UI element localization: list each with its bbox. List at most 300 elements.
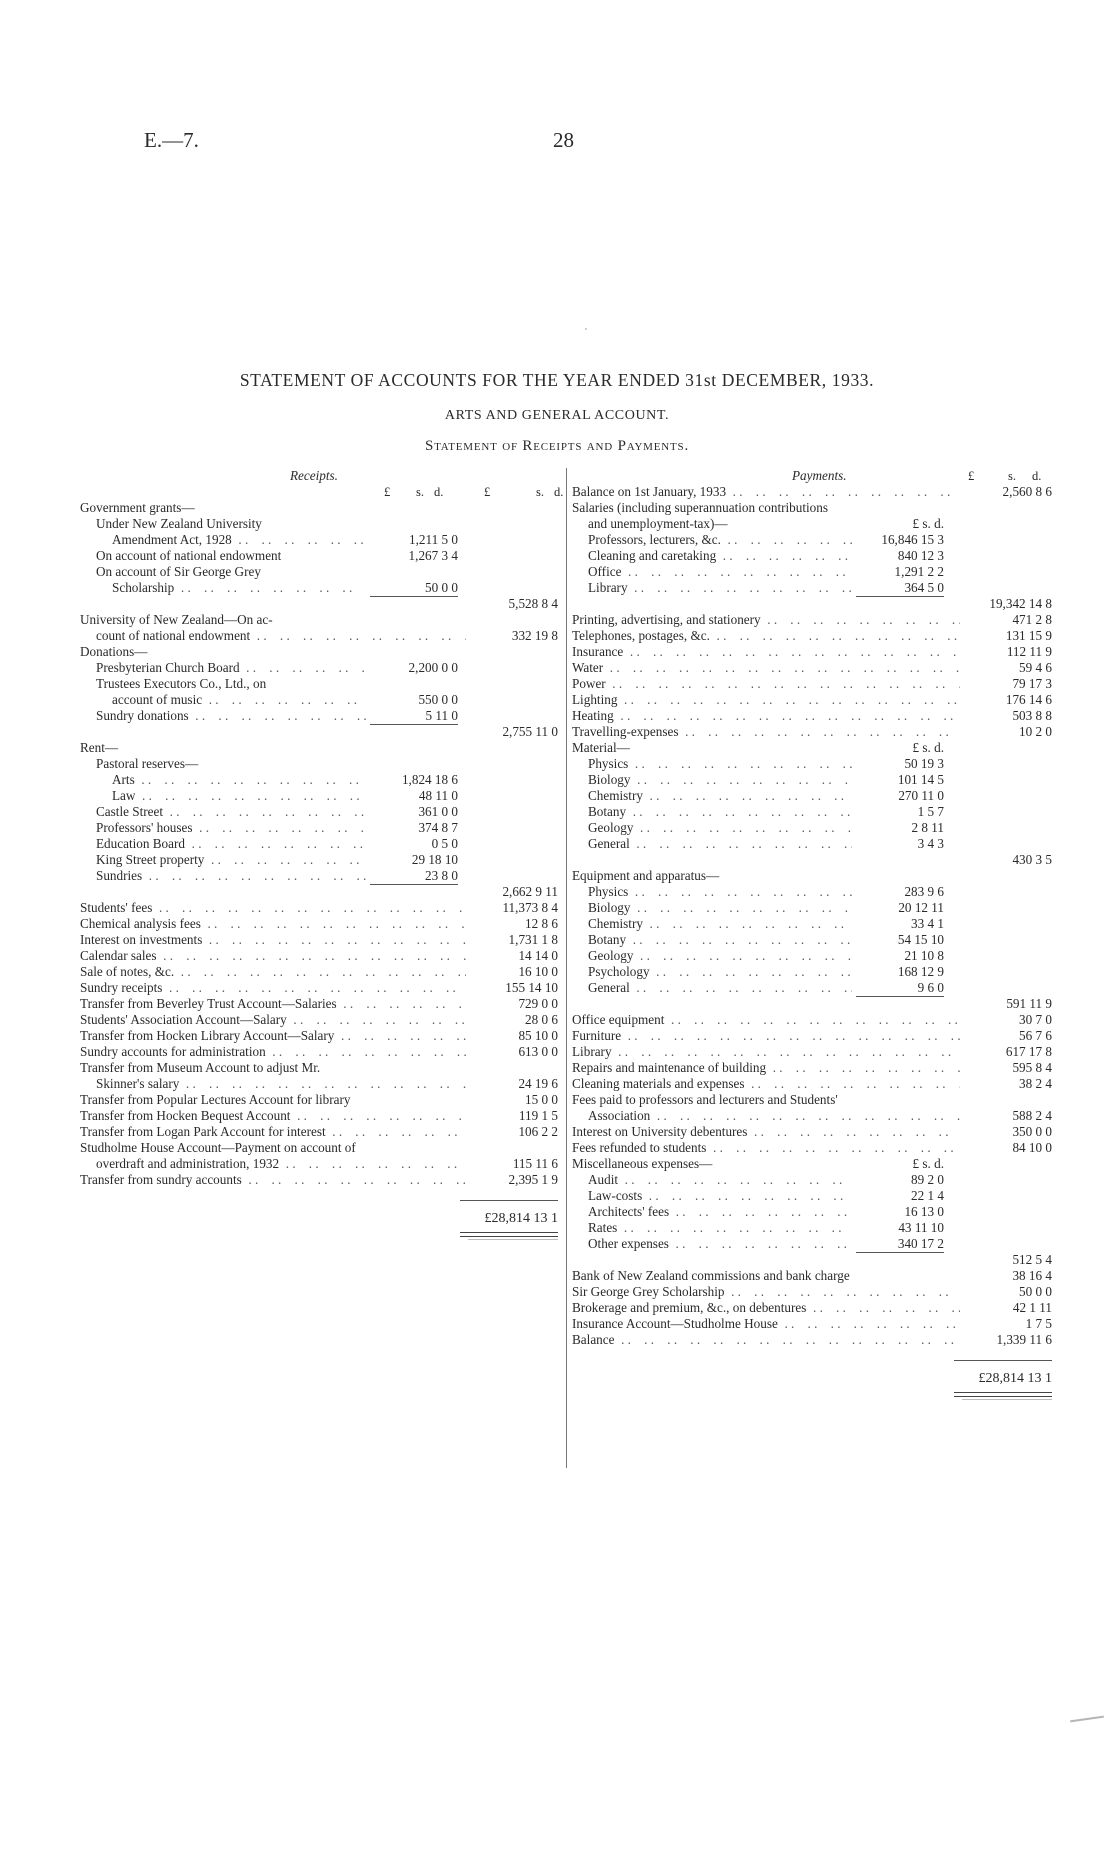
line-label: Salaries (including superannuation contributions xyxy=(572,500,829,515)
amount-total: 28 0 6 xyxy=(525,1012,558,1027)
payments-row xyxy=(572,484,1052,500)
amount-inner: 1,267 3 4 xyxy=(408,548,458,563)
payments-row xyxy=(572,660,1052,676)
receipts-total-shadow-rule xyxy=(80,1238,560,1244)
payments-row xyxy=(572,1044,1052,1060)
line-label: Rates . . xyxy=(588,1220,852,1236)
payments-row xyxy=(572,852,1052,868)
receipts-column-headers xyxy=(80,484,564,500)
line-label: Psychology . . xyxy=(588,964,852,980)
receipts-row xyxy=(80,852,560,868)
line-label: Material— xyxy=(572,740,630,755)
amount-inner: 54 15 10 xyxy=(897,932,944,947)
receipts-row xyxy=(80,1012,560,1028)
amount-total: 56 7 6 xyxy=(1019,1028,1052,1043)
amount-inner: 89 2 0 xyxy=(911,1172,944,1187)
amount-inner: 20 12 11 xyxy=(898,900,944,915)
line-label: Library . . xyxy=(572,1044,960,1060)
line-label: Government grants— xyxy=(80,500,195,515)
payments-row xyxy=(572,548,1052,564)
line-label: Physics . . xyxy=(588,756,852,772)
receipts-row xyxy=(80,980,560,996)
line-label: Transfer from Logan Park Account for interest . . xyxy=(80,1124,466,1140)
amount-inner: 22 1 4 xyxy=(911,1188,944,1203)
line-label: Chemical analysis fees . . xyxy=(80,916,466,932)
amount-total: 115 11 6 xyxy=(512,1156,558,1171)
line-label: Cleaning materials and expenses . . xyxy=(572,1076,960,1092)
payments-row xyxy=(572,1172,1052,1188)
payments-row xyxy=(572,740,1052,756)
amount-total: 729 0 0 xyxy=(518,996,558,1011)
amount-inner: 1,291 2 2 xyxy=(894,564,944,579)
double-rule xyxy=(954,1392,1052,1397)
receipts-row xyxy=(80,516,560,532)
receipts-row xyxy=(80,596,560,612)
payments-row xyxy=(572,1284,1052,1300)
payments-row xyxy=(572,1268,1052,1284)
amount-total: 617 17 8 xyxy=(1005,1044,1052,1059)
receipts-row xyxy=(80,1076,560,1092)
amount-inner: 1,824 18 6 xyxy=(401,772,458,787)
amount-inner: 340 17 2 xyxy=(897,1236,944,1251)
line-label: Sundry donations . . xyxy=(96,708,366,724)
line-label: Professors, lecturers, &c. . . xyxy=(588,532,852,548)
amount-inner: 16,846 15 3 xyxy=(881,532,944,547)
payments-total-double-rule xyxy=(572,1390,1052,1398)
line-label: General . . xyxy=(588,980,852,996)
payments-row xyxy=(572,964,1052,980)
amount-inner: 270 11 0 xyxy=(898,788,944,803)
line-label: count of national endowment . . xyxy=(96,628,466,644)
line-label: Donations— xyxy=(80,644,148,659)
shadow-rule xyxy=(962,1399,1052,1400)
receipts-row xyxy=(80,900,560,916)
statement-subtitle: Statement of Receipts and Payments. xyxy=(424,438,690,454)
line-label: Chemistry . . xyxy=(588,788,852,804)
column-header: £ xyxy=(484,485,491,499)
receipts-row xyxy=(80,772,560,788)
amount-inner: 50 19 3 xyxy=(904,756,944,771)
payments-row xyxy=(572,708,1052,724)
subtotal-rule xyxy=(370,596,458,597)
receipts-row xyxy=(80,788,560,804)
subtotal-rule xyxy=(856,996,944,997)
receipts-row xyxy=(80,916,560,932)
payments-row xyxy=(572,644,1052,660)
payments-row xyxy=(572,564,1052,580)
amount-inner: 0 5 0 xyxy=(431,836,458,851)
line-label: Interest on University debentures . . xyxy=(572,1124,960,1140)
subtotal-rule xyxy=(856,1252,944,1253)
line-label: Architects' fees . . xyxy=(588,1204,852,1220)
line-label: Law . . xyxy=(112,788,366,804)
receipts-row xyxy=(80,1172,560,1188)
line-label: Telephones, postages, &c. . . xyxy=(572,628,960,644)
line-label: Sundries . . xyxy=(96,868,366,884)
amount-inner: 21 10 8 xyxy=(904,948,944,963)
subtotal-rule xyxy=(856,596,944,597)
amount-total: 42 1 11 xyxy=(1012,1300,1052,1315)
amount-total: 1,339 11 6 xyxy=(996,1332,1052,1347)
receipts-heading-label: Receipts. xyxy=(290,468,338,483)
receipts-total-double-rule xyxy=(80,1230,560,1238)
grand-total: £28,814 13 1 xyxy=(484,1211,558,1226)
payments-row xyxy=(572,980,1052,996)
receipts-row xyxy=(80,724,560,740)
payments-row xyxy=(572,1156,1052,1172)
receipts-row xyxy=(80,1140,560,1156)
amount-inner: 43 11 10 xyxy=(898,1220,944,1235)
line-label: Bank of New Zealand commissions and bank charge xyxy=(572,1268,850,1283)
line-label: Transfer from Hocken Bequest Account . . xyxy=(80,1108,466,1124)
line-label: Under New Zealand University xyxy=(96,516,262,531)
amount-inner: 5 11 0 xyxy=(425,708,458,723)
grand-total: £28,814 13 1 xyxy=(978,1371,1052,1386)
payments-row xyxy=(572,1012,1052,1028)
payments-total-top-rule xyxy=(572,1348,1052,1368)
receipts-row xyxy=(80,836,560,852)
amount-inner: 2,200 0 0 xyxy=(408,660,458,675)
payments-heading-label: Payments. xyxy=(792,468,847,483)
receipts-row xyxy=(80,580,560,596)
line-label: On account of national endowment xyxy=(96,548,282,563)
payments-row xyxy=(572,516,1052,532)
line-label: Law-costs . . xyxy=(588,1188,852,1204)
amount-total: 38 2 4 xyxy=(1019,1076,1052,1091)
line-label: Students' fees . . xyxy=(80,900,466,916)
column-header: d. xyxy=(1032,469,1042,483)
amount-total: 588 2 4 xyxy=(1012,1108,1052,1123)
amount-inner: 840 12 3 xyxy=(897,548,944,563)
double-rule xyxy=(460,1232,558,1237)
line-label: Rent— xyxy=(80,740,119,755)
amount-total: 595 8 4 xyxy=(1012,1060,1052,1075)
amount-total: 5,528 8 4 xyxy=(508,596,558,611)
line-label: Repairs and maintenance of building . . xyxy=(572,1060,960,1076)
amount-total: 503 8 8 xyxy=(1012,708,1052,723)
line-label: Lighting . . xyxy=(572,692,960,708)
receipts-row xyxy=(80,964,560,980)
payments-row xyxy=(572,1076,1052,1092)
amount-total: 613 0 0 xyxy=(518,1044,558,1059)
line-label: Presbyterian Church Board . . xyxy=(96,660,366,676)
amount-total: 11,373 8 4 xyxy=(502,900,558,915)
receipts-row xyxy=(80,868,560,884)
amount-total: 15 0 0 xyxy=(525,1092,558,1107)
payments-row xyxy=(572,500,1052,516)
line-label: and unemployment-tax)— xyxy=(588,516,728,531)
receipts-row xyxy=(80,932,560,948)
receipts-row xyxy=(80,500,560,516)
line-label: Office equipment . . xyxy=(572,1012,960,1028)
line-label: Association . . xyxy=(588,1108,960,1124)
amount-total: 59 4 6 xyxy=(1019,660,1052,675)
payments-row xyxy=(572,788,1052,804)
line-label: Geology . . xyxy=(588,948,852,964)
line-label: Botany . . xyxy=(588,804,852,820)
payments-row xyxy=(572,1332,1052,1348)
receipts-row xyxy=(80,660,560,676)
amount-total: 2,395 1 9 xyxy=(508,1172,558,1187)
line-label: Transfer from sundry accounts . . xyxy=(80,1172,466,1188)
amount-inner: 2 8 11 xyxy=(911,820,944,835)
amount-total: 430 3 5 xyxy=(1012,852,1052,867)
receipts-row xyxy=(80,1028,560,1044)
payments-row xyxy=(572,884,1052,900)
payments-row xyxy=(572,1108,1052,1124)
line-label: University of New Zealand—On ac- xyxy=(80,612,273,627)
payments-row xyxy=(572,1220,1052,1236)
subtotal-rule xyxy=(370,724,458,725)
receipts-row xyxy=(80,756,560,772)
receipts-total xyxy=(80,1208,560,1230)
line-label: Travelling-expenses . . xyxy=(572,724,960,740)
amount-total: 512 5 4 xyxy=(1012,1252,1052,1267)
amount-inner: 374 8 7 xyxy=(418,820,458,835)
line-label: Equipment and apparatus— xyxy=(572,868,720,883)
payments-total xyxy=(572,1368,1052,1390)
amount-total: 119 1 5 xyxy=(518,1108,558,1123)
amount-total: 1,731 1 8 xyxy=(508,932,558,947)
line-label: Biology . . xyxy=(588,900,852,916)
line-label: Cleaning and caretaking . . xyxy=(588,548,852,564)
payments-row xyxy=(572,1124,1052,1140)
payments-row xyxy=(572,932,1052,948)
receipts-row xyxy=(80,740,560,756)
amount-inner: 29 18 10 xyxy=(411,852,458,867)
line-label: On account of Sir George Grey xyxy=(96,564,261,579)
amount-total: 84 10 0 xyxy=(1012,1140,1052,1155)
account-subtitle: ARTS AND GENERAL ACCOUNT. xyxy=(444,408,670,423)
payments-row xyxy=(572,756,1052,772)
payments-row xyxy=(572,1252,1052,1268)
amount-total: 30 7 0 xyxy=(1019,1012,1052,1027)
line-label: Miscellaneous expenses— xyxy=(572,1156,713,1171)
amount-inner: £ s. d. xyxy=(912,516,944,531)
line-label: Transfer from Popular Lectures Account for library xyxy=(80,1092,351,1107)
payments-row xyxy=(572,820,1052,836)
line-label: Pastoral reserves— xyxy=(96,756,199,771)
amount-inner: 550 0 0 xyxy=(418,692,458,707)
receipts-row xyxy=(80,1124,560,1140)
amount-total: 1 7 5 xyxy=(1025,1316,1052,1331)
line-label: Transfer from Hocken Library Account—Salary . . xyxy=(80,1028,466,1044)
payments-row xyxy=(572,676,1052,692)
receipts-row xyxy=(80,820,560,836)
amount-inner: 283 9 6 xyxy=(904,884,944,899)
payments-section xyxy=(572,468,1052,1404)
line-label: Fees refunded to students . . xyxy=(572,1140,960,1156)
line-label: Furniture . . xyxy=(572,1028,960,1044)
column-header: £ xyxy=(384,485,391,499)
amount-total: 350 0 0 xyxy=(1012,1124,1052,1139)
line-label: General . . xyxy=(588,836,852,852)
amount-inner: 361 0 0 xyxy=(418,804,458,819)
line-label: Education Board . . xyxy=(96,836,366,852)
line-label: Fees paid to professors and lecturers and Students' xyxy=(572,1092,838,1107)
amount-total: 106 2 2 xyxy=(518,1124,558,1139)
line-label: Physics . . xyxy=(588,884,852,900)
line-label: Sundry accounts for administration . . xyxy=(80,1044,466,1060)
receipts-row xyxy=(80,804,560,820)
payments-row xyxy=(572,948,1052,964)
line-label: overdraft and administration, 1932 . . xyxy=(96,1156,466,1172)
subtotal-rule xyxy=(370,884,458,885)
amount-total: 10 2 0 xyxy=(1019,724,1052,739)
amount-total: 131 15 9 xyxy=(1005,628,1052,643)
line-label: Castle Street . . xyxy=(96,804,366,820)
payments-row xyxy=(572,628,1052,644)
receipts-row xyxy=(80,692,560,708)
payments-row xyxy=(572,1188,1052,1204)
amount-total: 16 10 0 xyxy=(518,964,558,979)
page-reference: E.—7. xyxy=(144,128,199,152)
line-label: Audit . . xyxy=(588,1172,852,1188)
receipts-row xyxy=(80,532,560,548)
column-header: d. xyxy=(434,485,444,499)
line-label: Power . . xyxy=(572,676,960,692)
line-label: Insurance Account—Studholme House . . xyxy=(572,1316,960,1332)
line-label: Library . . xyxy=(588,580,852,596)
line-label: Printing, advertising, and stationery . . xyxy=(572,612,960,628)
amount-total: 79 17 3 xyxy=(1012,676,1052,691)
payments-row xyxy=(572,772,1052,788)
margin-mark xyxy=(1070,1716,1104,1723)
payments-row xyxy=(572,868,1052,884)
receipts-row xyxy=(80,708,560,724)
payments-row xyxy=(572,692,1052,708)
line-label: Insurance . . xyxy=(572,644,960,660)
column-divider xyxy=(566,468,567,1468)
line-label: Skinner's salary . . xyxy=(96,1076,466,1092)
receipts-row xyxy=(80,564,560,580)
column-header: s. xyxy=(1008,469,1016,483)
amount-total: 332 19 8 xyxy=(511,628,558,643)
amount-inner: 9 6 0 xyxy=(917,980,944,995)
column-header: £ xyxy=(968,469,975,483)
line-label: Interest on investments . . xyxy=(80,932,466,948)
payments-row xyxy=(572,916,1052,932)
receipts-row xyxy=(80,1156,560,1172)
line-label: Heating . . xyxy=(572,708,960,724)
amount-inner: £ s. d. xyxy=(912,1156,944,1171)
receipts-row xyxy=(80,612,560,628)
receipts-row xyxy=(80,1060,560,1076)
line-label: Amendment Act, 1928 . . xyxy=(112,532,366,548)
amount-total: 2,560 8 6 xyxy=(1002,484,1052,499)
payments-row xyxy=(572,1028,1052,1044)
payments-row xyxy=(572,1236,1052,1252)
line-label: Geology . . xyxy=(588,820,852,836)
line-label: Other expenses . . xyxy=(588,1236,852,1252)
column-header: d. xyxy=(554,485,564,499)
line-label: Transfer from Museum Account to adjust Mr. xyxy=(80,1060,321,1075)
amount-total: 38 16 4 xyxy=(1012,1268,1052,1283)
payments-row xyxy=(572,724,1052,740)
amount-inner: 16 13 0 xyxy=(904,1204,944,1219)
line-label: Sundry receipts . . xyxy=(80,980,466,996)
line-label: Calendar sales . . xyxy=(80,948,466,964)
payments-row xyxy=(572,596,1052,612)
payments-row xyxy=(572,1092,1052,1108)
payments-row xyxy=(572,1060,1052,1076)
total-rule xyxy=(460,1200,558,1201)
payments-row xyxy=(572,1300,1052,1316)
line-label: account of music . . xyxy=(112,692,366,708)
amount-total: 176 14 6 xyxy=(1005,692,1052,707)
line-label: Students' Association Account—Salary . . xyxy=(80,1012,466,1028)
amount-total: 24 19 6 xyxy=(518,1076,558,1091)
payments-row xyxy=(572,580,1052,596)
receipts-row xyxy=(80,676,560,692)
payments-row xyxy=(572,612,1052,628)
amount-inner: 101 14 5 xyxy=(897,772,944,787)
column-header: s. xyxy=(536,485,544,499)
receipts-row xyxy=(80,628,560,644)
amount-inner: 1 5 7 xyxy=(917,804,944,819)
amount-inner: 23 8 0 xyxy=(425,868,458,883)
amount-total: 112 11 9 xyxy=(1006,644,1052,659)
total-rule xyxy=(954,1360,1052,1361)
payments-row xyxy=(572,996,1052,1012)
line-label: Sir George Grey Scholarship . . xyxy=(572,1284,960,1300)
amount-inner: £ s. d. xyxy=(912,740,944,755)
amount-inner: 48 11 0 xyxy=(418,788,458,803)
line-label: Chemistry . . xyxy=(588,916,852,932)
shadow-rule xyxy=(468,1239,558,1240)
amount-total: 591 11 9 xyxy=(1006,996,1052,1011)
payments-row xyxy=(572,804,1052,820)
receipts-row xyxy=(80,884,560,900)
line-label: Scholarship . . xyxy=(112,580,366,596)
amount-inner: 168 12 9 xyxy=(897,964,944,979)
payments-row xyxy=(572,532,1052,548)
receipts-row xyxy=(80,644,560,660)
amount-total: 50 0 0 xyxy=(1019,1284,1052,1299)
payments-row xyxy=(572,1204,1052,1220)
receipts-total-top-rule xyxy=(80,1188,560,1208)
line-label: King Street property . . xyxy=(96,852,366,868)
amount-inner: 50 0 0 xyxy=(425,580,458,595)
line-label: Botany . . xyxy=(588,932,852,948)
amount-inner: 364 5 0 xyxy=(904,580,944,595)
amount-total: 155 14 10 xyxy=(505,980,558,995)
page-title: STATEMENT OF ACCOUNTS FOR THE YEAR ENDED 31st DECEMBER, 1933. xyxy=(239,370,875,390)
receipts-row xyxy=(80,948,560,964)
page-number: 28 xyxy=(553,128,574,152)
payments-total-shadow-rule xyxy=(572,1398,1052,1404)
amount-total: 85 10 0 xyxy=(518,1028,558,1043)
line-label: Biology . . xyxy=(588,772,852,788)
payments-row xyxy=(572,836,1052,852)
receipts-row xyxy=(80,1092,560,1108)
amount-total: 14 14 0 xyxy=(518,948,558,963)
line-label: Sale of notes, &c. . . xyxy=(80,964,466,980)
payments-column-headers xyxy=(572,468,1052,484)
line-label: Balance on 1st January, 1933 . . xyxy=(572,484,960,500)
speck-mark xyxy=(585,328,587,330)
amount-inner: 1,211 5 0 xyxy=(409,532,458,547)
receipts-section xyxy=(80,468,564,1244)
line-label: Water . . xyxy=(572,660,960,676)
amount-total: 12 8 6 xyxy=(525,916,558,931)
amount-total: 471 2 8 xyxy=(1012,612,1052,627)
amount-inner: 33 4 1 xyxy=(911,916,944,931)
line-label: Transfer from Beverley Trust Account—Salaries . . xyxy=(80,996,466,1012)
line-label: Brokerage and premium, &c., on debentures . . xyxy=(572,1300,960,1316)
line-label: Trustees Executors Co., Ltd., on xyxy=(96,676,267,691)
receipts-row xyxy=(80,1044,560,1060)
